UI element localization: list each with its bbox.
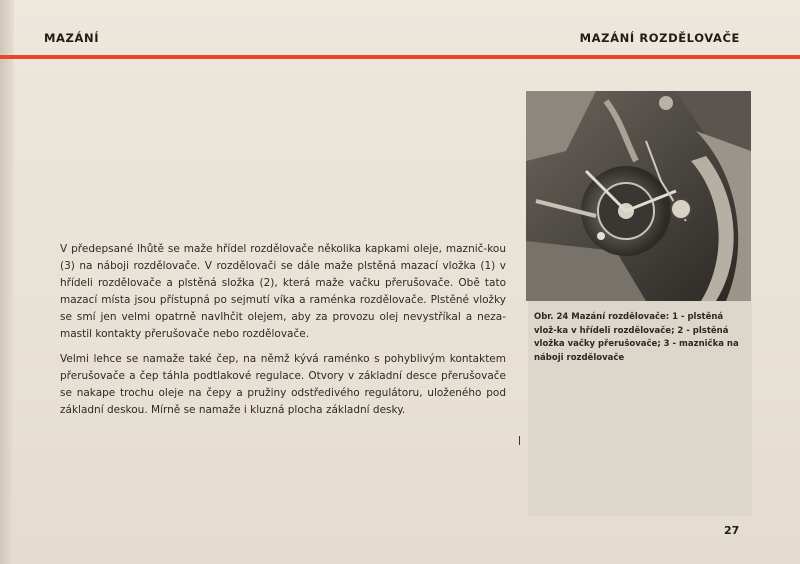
header-rule <box>0 55 800 59</box>
body-text <box>60 241 506 427</box>
header-right-title: MAZÁNÍ ROZDĚLOVAČE <box>579 31 740 45</box>
page-number: 27 <box>724 524 740 537</box>
page-gutter <box>0 0 14 564</box>
body-paragraph-1: V předepsané lhůtě se maže hřídel rozdělovače několika kapkami oleje, maznič-kou (3) na náboji rozdělovače. V rozdělovači se dále maže plstěná mazací vložka (1) v hřídeli rozdělovače a plstěná složka (2), která maže vačku přerušovače. Obě tato mazací místa jsou přístupná po sejmutí víka a raménka rozdělovače. Plstěné vložky se smí jen velmi opatrně navlhčit olejem, aby za provozu olej nevystříkal a neza-mastil kontakty přerušovače nebo rozdělovače. <box>60 243 506 340</box>
figure-caption <box>528 301 752 516</box>
distributor-photo <box>526 91 751 301</box>
figure-caption-text: Mazání rozdělovače: 1 - plstěná vlož-ka v hřídeli rozdělovače; 2 - plstěná vložka vačky přerušovače; 3 - maznička na náboji rozdělovače <box>534 312 739 363</box>
figure-label: Obr. 24 <box>534 312 569 322</box>
body-paragraph-2: Velmi lehce se namaže také čep, na němž kývá raménko s pohyblivým kontaktem přerušovače a čep táhla podtlakové regulace. Otvory v základní desce přerušovače se nakape trochu oleje na čepy a pružiny odstředivého regulátoru, uloženého pod základní deskou. Mírně se namaže i kluzná plocha základní desky. <box>60 353 506 416</box>
distributor-photo-illustration <box>526 91 751 301</box>
header-left-title: MAZÁNÍ <box>44 31 100 45</box>
margin-mark <box>519 436 520 445</box>
